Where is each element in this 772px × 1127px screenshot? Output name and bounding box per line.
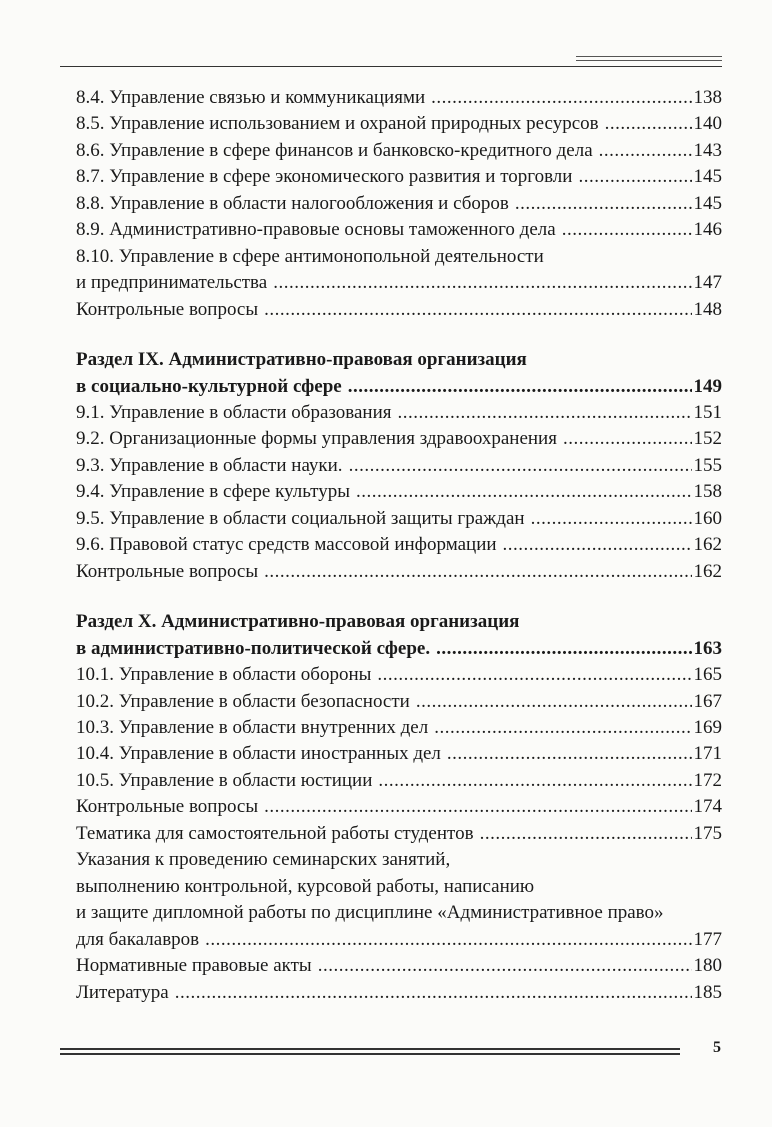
- toc-entry-title: 10.4. Управление в области иностранных дел: [76, 743, 441, 765]
- toc-entry-page: 143: [693, 139, 722, 161]
- toc-entry-title: 8.5. Управление использованием и охраной природных ресурсов: [76, 113, 599, 135]
- toc-entry-page: 146: [693, 219, 722, 241]
- dot-leader: [480, 821, 692, 847]
- toc-entry-page: 162: [693, 534, 722, 556]
- toc-entry[interactable]: [76, 768, 722, 794]
- dot-leader: [264, 794, 691, 820]
- toc-entry-title: 8.8. Управление в области налогообложения и сборов: [76, 192, 509, 214]
- toc-entry[interactable]: [76, 559, 722, 585]
- toc-entry-title: для бакалавров: [76, 928, 200, 950]
- dot-leader: [578, 164, 691, 190]
- toc-entry-title: Литература: [76, 981, 169, 1003]
- dot-leader: [503, 532, 692, 558]
- toc-entry-page: 149: [693, 375, 722, 397]
- toc-entry[interactable]: [76, 532, 722, 558]
- toc-entry-title: 9.6. Правовой статус средств массовой информации: [76, 534, 497, 556]
- toc-entry[interactable]: [76, 927, 722, 953]
- dot-leader: [348, 374, 692, 400]
- toc-entry-title: 9.5. Управление в области социальной защиты граждан: [76, 507, 525, 529]
- toc-entry-page: 152: [693, 428, 722, 450]
- toc-entry-page: 147: [693, 272, 722, 294]
- toc-entry-title: 10.1. Управление в области обороны: [76, 664, 372, 686]
- toc-entry-page: 167: [693, 690, 722, 712]
- toc-section-entry[interactable]: [76, 636, 722, 662]
- toc-entry-title: и предпринимательства: [76, 272, 268, 294]
- dot-leader: [175, 980, 692, 1006]
- toc-entry[interactable]: [76, 270, 722, 296]
- toc-entry[interactable]: [76, 453, 722, 479]
- toc-entry-page: 145: [693, 192, 722, 214]
- toc-entry[interactable]: [76, 191, 722, 217]
- toc-entry-title: 10.3. Управление в области внутренних дел: [76, 716, 429, 738]
- dot-leader: [434, 715, 691, 741]
- dot-leader: [356, 479, 692, 505]
- toc-entry-page: 180: [693, 955, 722, 977]
- toc-entry-page: 160: [693, 507, 722, 529]
- dot-leader: [416, 689, 692, 715]
- toc-entry-page: 185: [693, 981, 722, 1003]
- toc-entry[interactable]: [76, 794, 722, 820]
- dot-leader: [349, 453, 692, 479]
- toc-entry[interactable]: [76, 980, 722, 1006]
- toc-entry-title-line: и защите дипломной работы по дисциплине «Административное право»: [76, 902, 664, 924]
- dot-leader: [562, 217, 692, 243]
- toc-entry[interactable]: [76, 821, 722, 847]
- header-rule-short: [576, 60, 722, 61]
- toc-entry-title-line: выполнению контрольной, курсовой работы, написанию: [76, 875, 535, 897]
- toc-entry-page: 140: [693, 113, 722, 135]
- toc-entry[interactable]: [76, 400, 722, 426]
- toc-entry-title-line: Указания к проведению семинарских занятий,: [76, 849, 451, 871]
- toc-entry-title: 9.4. Управление в сфере культуры: [76, 481, 350, 503]
- toc-entry-title: Контрольные вопросы: [76, 796, 259, 818]
- toc-entry-title: 8.7. Управление в сфере экономического развития и торговли: [76, 166, 573, 188]
- table-of-contents: [76, 85, 722, 1006]
- toc-entry-page: 172: [693, 769, 722, 791]
- toc-entry[interactable]: [76, 506, 722, 532]
- toc-entry-page: 138: [693, 87, 722, 108]
- toc-entry-page: 177: [693, 928, 722, 950]
- toc-entry-title: Тематика для самостоятельной работы студентов: [76, 822, 474, 844]
- dot-leader: [431, 85, 691, 111]
- dot-leader: [563, 426, 692, 452]
- dot-leader: [273, 270, 691, 296]
- toc-entry-title: 9.2. Организационные формы управления здравоохранения: [76, 428, 557, 450]
- toc-entry[interactable]: [76, 85, 722, 111]
- toc-entry-title: 9.1. Управление в области образования: [76, 401, 392, 423]
- footer-rule: [60, 1048, 680, 1050]
- toc-entry-title: 8.4. Управление связью и коммуникациями: [76, 87, 426, 108]
- toc-entry-page: 163: [693, 637, 722, 659]
- dot-leader: [515, 191, 692, 217]
- footer-rule: [60, 1053, 680, 1055]
- toc-entry[interactable]: [76, 479, 722, 505]
- dot-leader: [531, 506, 692, 532]
- dot-leader: [264, 297, 691, 323]
- dot-leader: [398, 400, 692, 426]
- section-heading: Раздел IX. Административно-правовая организация: [76, 349, 527, 371]
- header-rule: [60, 66, 722, 67]
- section-heading-title: в административно-политической сфере.: [76, 637, 431, 659]
- toc-entry[interactable]: [76, 741, 722, 767]
- toc-entry-page: 151: [693, 401, 722, 423]
- toc-entry-title: 8.6. Управление в сфере финансов и банковско-кредитного дела: [76, 139, 593, 161]
- dot-leader: [318, 953, 692, 979]
- dot-leader: [447, 741, 692, 767]
- toc-entry[interactable]: [76, 662, 722, 688]
- toc-entry[interactable]: [76, 426, 722, 452]
- toc-entry-page: 169: [693, 716, 722, 738]
- toc-entry-page: 148: [693, 298, 722, 320]
- toc-entry[interactable]: [76, 138, 722, 164]
- toc-entry-title: Нормативные правовые акты: [76, 955, 312, 977]
- section-heading-title: в социально-культурной сфере: [76, 375, 342, 397]
- toc-entry[interactable]: [76, 953, 722, 979]
- dot-leader: [205, 927, 691, 953]
- header-rule-short: [576, 56, 722, 57]
- toc-entry-page: 162: [693, 560, 722, 582]
- toc-entry[interactable]: [76, 689, 722, 715]
- dot-leader: [599, 138, 692, 164]
- page-number: 5: [713, 1039, 721, 1056]
- dot-leader: [605, 111, 692, 137]
- toc-entry-title: 8.9. Административно-правовые основы таможенного дела: [76, 219, 556, 241]
- toc-entry-page: 158: [693, 481, 722, 503]
- toc-entry-page: 165: [693, 664, 722, 686]
- toc-entry-page: 174: [693, 796, 722, 818]
- toc-entry-title: 10.5. Управление в области юстиции: [76, 769, 373, 791]
- toc-section-entry[interactable]: [76, 374, 722, 400]
- dot-leader: [377, 662, 691, 688]
- toc-entry-title: Контрольные вопросы: [76, 560, 259, 582]
- dot-leader: [264, 559, 691, 585]
- dot-leader: [436, 636, 691, 662]
- toc-entry[interactable]: [76, 111, 722, 137]
- toc-entry-page: 155: [693, 454, 722, 476]
- toc-entry-page: 171: [693, 743, 722, 765]
- dot-leader: [378, 768, 691, 794]
- toc-entry-page: 145: [693, 166, 722, 188]
- toc-entry[interactable]: [76, 297, 722, 323]
- toc-entry[interactable]: [76, 164, 722, 190]
- toc-entry[interactable]: [76, 715, 722, 741]
- toc-entry-title: 9.3. Управление в области науки.: [76, 454, 343, 476]
- toc-entry-title: Контрольные вопросы: [76, 298, 259, 320]
- section-heading: Раздел X. Административно-правовая организация: [76, 611, 520, 633]
- toc-entry-title: 10.2. Управление в области безопасности: [76, 690, 410, 712]
- toc-entry-page: 175: [693, 822, 722, 844]
- toc-entry-title-line: 8.10. Управление в сфере антимонопольной деятельности: [76, 245, 544, 267]
- toc-entry[interactable]: [76, 217, 722, 243]
